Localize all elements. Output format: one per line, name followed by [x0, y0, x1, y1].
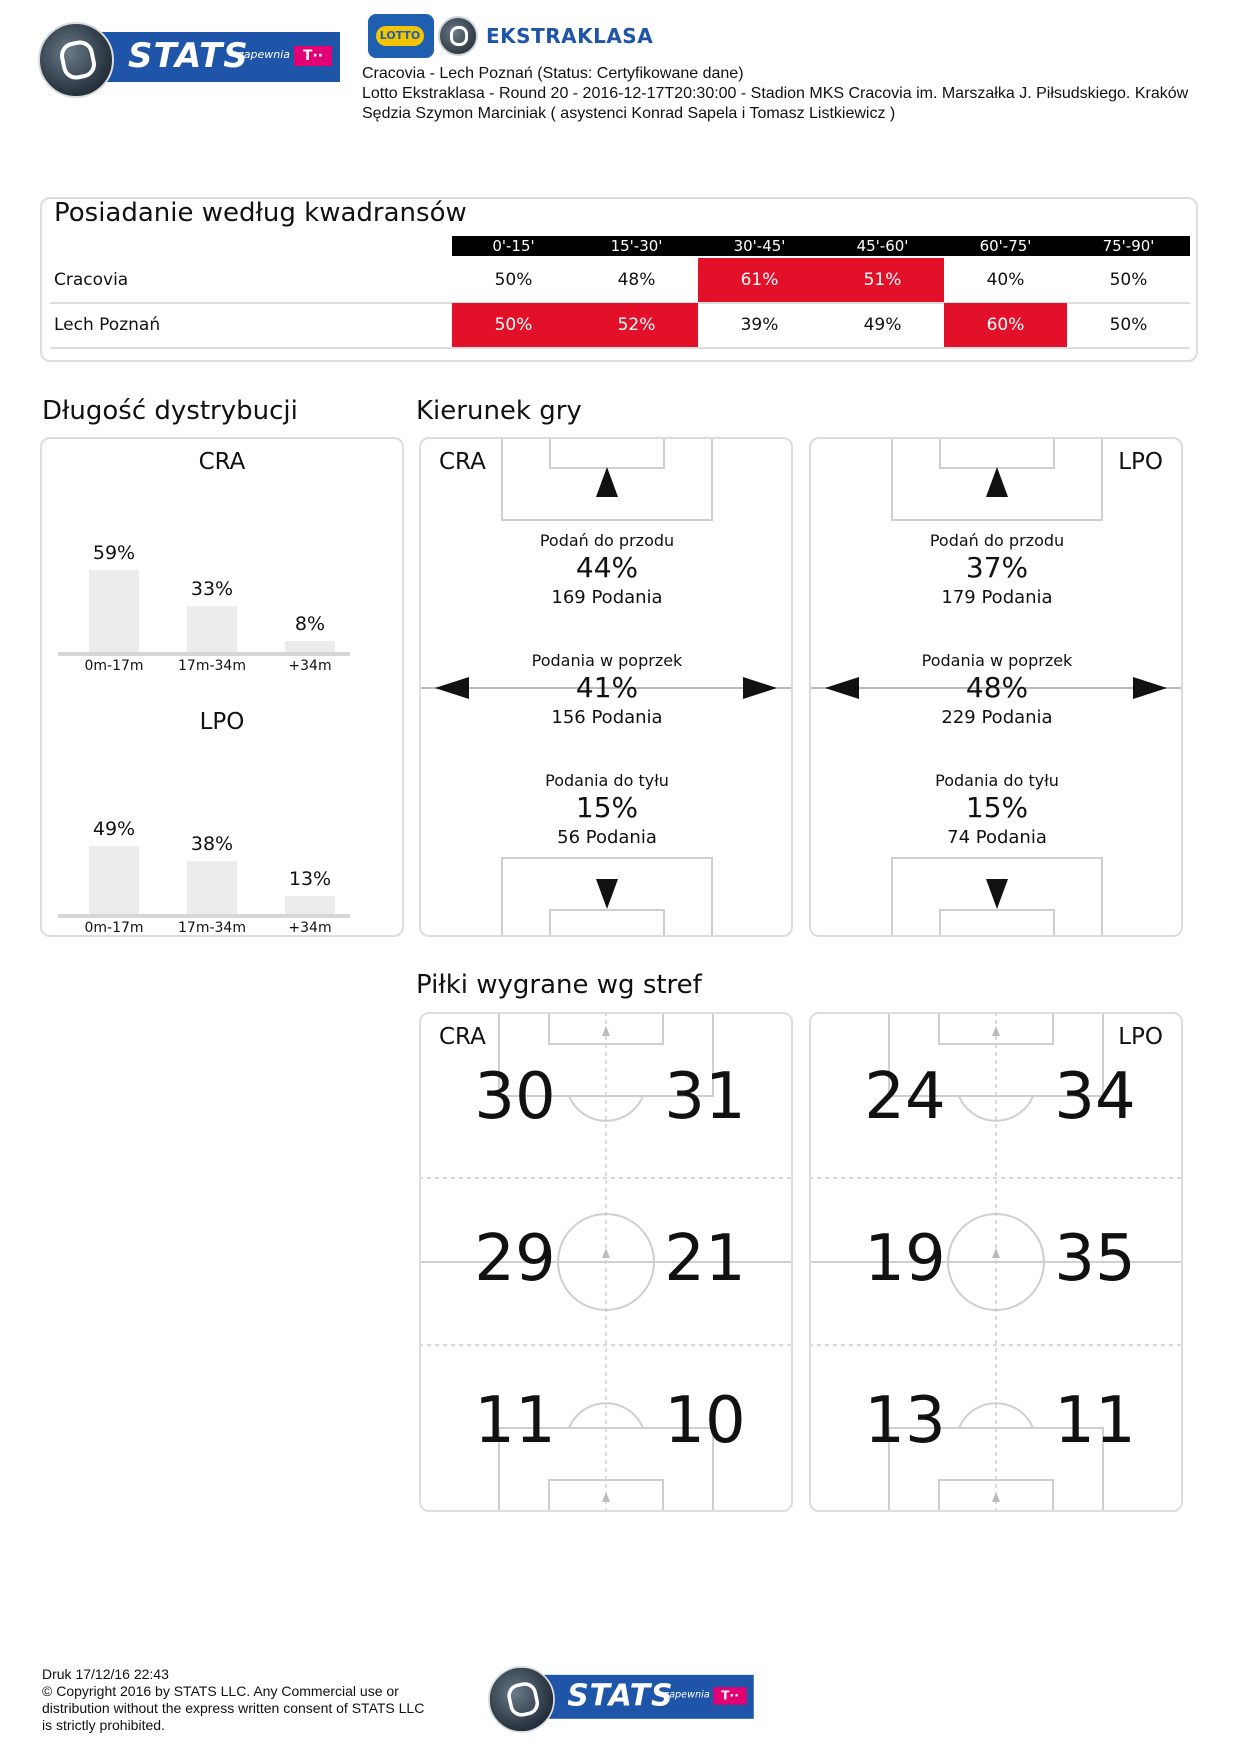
period-label: 15'-30' — [610, 237, 663, 255]
team-label: LPO — [199, 709, 245, 735]
period-label: 60'-75' — [979, 237, 1032, 255]
possession-value: 51% — [821, 258, 944, 302]
possession-value: 52% — [575, 303, 698, 347]
possession-value: 40% — [986, 270, 1025, 290]
sideways-title: Podania w poprzek — [531, 651, 683, 670]
forward-count: 179 Podania — [941, 587, 1053, 608]
possession-title: Posiadanie według kwadransów — [54, 198, 467, 228]
distribution-bar — [89, 570, 139, 652]
match-title: Cracovia - Lech Poznań (Status: Certyfikowane dane) — [362, 65, 744, 82]
distribution-category: 0m-17m — [84, 920, 144, 936]
telekom-logo-icon: T·· — [294, 46, 332, 66]
team-label: CRA — [439, 1024, 486, 1050]
possession-value: 50% — [1109, 270, 1148, 290]
stats-wordmark: STATS — [128, 36, 249, 76]
distribution-pct: 38% — [190, 833, 234, 855]
direction-title: Kierunek gry — [416, 396, 582, 426]
footer-text — [42, 1666, 424, 1734]
distribution-pct: 13% — [288, 868, 332, 890]
direction-panel-lpo — [809, 437, 1183, 937]
possession-value: 50% — [494, 270, 533, 290]
telekom-logo-icon: T·· — [713, 1687, 746, 1705]
distribution-baseline — [58, 914, 350, 918]
sideways-count: 229 Podania — [941, 707, 1053, 728]
ekstraklasa-logo — [368, 14, 654, 60]
zone-value: 24 — [864, 1060, 946, 1134]
distribution-title: Długość dystrybucji — [42, 396, 298, 426]
period-label: 30'-45' — [733, 237, 786, 255]
distribution-bar — [187, 861, 237, 914]
distribution-pct: 33% — [190, 578, 234, 600]
possession-value: 50% — [1109, 315, 1148, 335]
zones-title: Piłki wygrane wg stref — [416, 970, 702, 1000]
footer-stats-logo — [488, 1666, 757, 1733]
team-name: Cracovia — [54, 270, 129, 290]
back-pct: 15% — [575, 791, 639, 824]
possession-row-lech-poznan — [50, 303, 1190, 349]
ekstraklasa-ball-icon — [438, 16, 478, 56]
period-label: 75'-90' — [1102, 237, 1155, 255]
zone-value: 11 — [1054, 1384, 1136, 1458]
arrow-left-icon — [435, 677, 469, 699]
distribution-baseline — [58, 652, 350, 656]
zone-value: 19 — [864, 1222, 946, 1296]
arrow-left-icon — [825, 677, 859, 699]
arrow-right-icon — [743, 677, 777, 699]
goal-area — [549, 909, 665, 937]
direction-panel-cra — [419, 437, 793, 937]
zone-value: 29 — [474, 1222, 556, 1296]
possession-value: 60% — [944, 303, 1067, 347]
arrow-up-icon — [596, 467, 618, 497]
possession-period-header — [452, 236, 1190, 256]
distribution-category: 0m-17m — [84, 658, 144, 674]
back-pct: 15% — [965, 791, 1029, 824]
forward-count: 169 Podania — [551, 587, 663, 608]
goal-area — [549, 437, 665, 469]
lotto-logo-icon: LOTTO — [368, 14, 434, 58]
distribution-bar — [89, 846, 139, 914]
arrow-down-icon — [596, 879, 618, 909]
possession-value: 49% — [863, 315, 902, 335]
forward-pct: 44% — [575, 551, 639, 584]
goal-area — [939, 437, 1055, 469]
possession-value: 50% — [452, 303, 575, 347]
zone-value: 21 — [664, 1222, 746, 1296]
zone-value: 11 — [474, 1384, 556, 1458]
distribution-bar — [285, 896, 335, 914]
team-label: CRA — [198, 449, 246, 475]
zones-panel-lpo — [809, 1012, 1183, 1512]
possession-value: 48% — [617, 270, 656, 290]
forward-title: Podań do przodu — [539, 531, 675, 550]
period-label: 45'-60' — [856, 237, 909, 255]
sideways-pct: 41% — [575, 671, 639, 704]
referee-details: Sędzia Szymon Marciniak ( asystenci Konrad Sapela i Tomasz Listkiewicz ) — [362, 105, 896, 122]
back-count: 56 Podania — [557, 827, 657, 848]
zones-panel-cra — [419, 1012, 793, 1512]
back-title: Podania do tyłu — [545, 771, 669, 790]
zone-value: 13 — [864, 1384, 946, 1458]
team-label: LPO — [1118, 449, 1163, 475]
sponsor-text: zapewnia — [238, 48, 291, 61]
zone-value: 31 — [664, 1060, 746, 1134]
possession-row-cracovia — [50, 258, 1190, 304]
copyright-line: distribution without the express written consent of STATS LLC — [42, 1700, 425, 1716]
distribution-category: +34m — [288, 920, 332, 936]
match-details: Lotto Ekstraklasa - Round 20 - 2016-12-17T20:30:00 - Stadion MKS Cracovia im. Marszałka J. Piłsudskiego. Kraków — [362, 85, 1189, 102]
zone-value: 10 — [664, 1384, 746, 1458]
goal-area — [939, 909, 1055, 937]
distribution-pct: 49% — [92, 818, 136, 840]
arrow-right-icon — [1133, 677, 1167, 699]
sponsor-text: zapewnia — [664, 1688, 710, 1701]
forward-pct: 37% — [965, 551, 1029, 584]
back-title: Podania do tyłu — [935, 771, 1059, 790]
possession-value: 61% — [698, 258, 821, 302]
sideways-pct: 48% — [965, 671, 1029, 704]
zone-value: 34 — [1054, 1060, 1136, 1134]
distribution-bar — [187, 606, 237, 652]
distribution-category: 17m-34m — [178, 658, 246, 674]
distribution-pct: 59% — [92, 542, 136, 564]
ekstraklasa-wordmark: EKSTRAKLASA — [486, 24, 654, 48]
team-name: Lech Poznań — [54, 315, 161, 335]
stats-wordmark: STATS — [567, 1678, 674, 1714]
distribution-panel — [40, 437, 404, 937]
copyright-line: © Copyright 2016 by STATS LLC. Any Commercial use or — [42, 1683, 399, 1699]
ekstraklasa-ball-icon — [38, 22, 114, 98]
period-label: 0'-15' — [492, 237, 535, 255]
stats-logo — [38, 22, 344, 98]
arrow-up-icon — [986, 467, 1008, 497]
forward-title: Podań do przodu — [929, 531, 1065, 550]
ekstraklasa-ball-icon — [488, 1666, 555, 1733]
distribution-category: 17m-34m — [178, 920, 246, 936]
arrow-down-icon — [986, 879, 1008, 909]
zone-value: 35 — [1054, 1222, 1136, 1296]
back-count: 74 Podania — [947, 827, 1047, 848]
possession-value: 39% — [740, 315, 779, 335]
sideways-count: 156 Podania — [551, 707, 663, 728]
sideways-title: Podania w poprzek — [921, 651, 1073, 670]
print-date: Druk 17/12/16 22:43 — [42, 1666, 169, 1682]
distribution-category: +34m — [288, 658, 332, 674]
team-label: CRA — [439, 449, 486, 475]
team-label: LPO — [1118, 1024, 1163, 1050]
zone-value: 30 — [474, 1060, 556, 1134]
copyright-line: is strictly prohibited. — [42, 1717, 165, 1733]
distribution-pct: 8% — [294, 613, 326, 635]
distribution-bar — [285, 641, 335, 652]
